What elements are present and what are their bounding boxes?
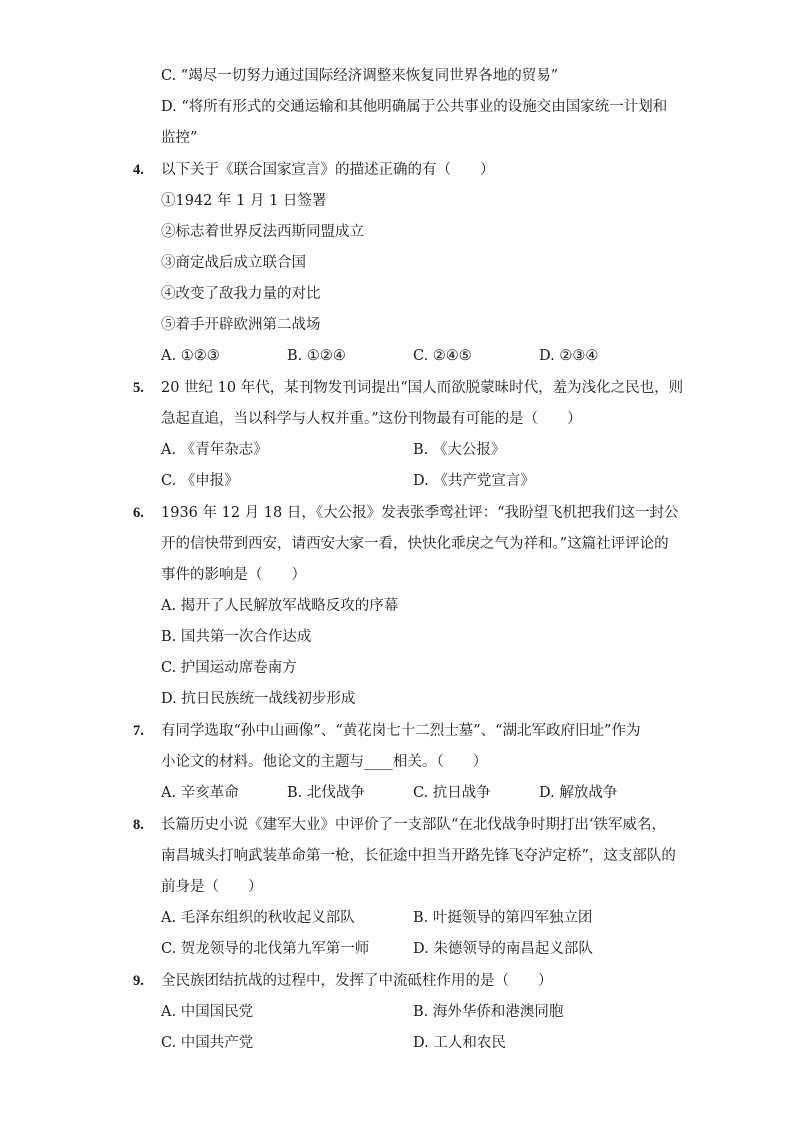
q8-option-c[interactable]: C. 贺龙领导的北伐第九军第一师 xyxy=(161,941,370,957)
q7-option-c[interactable]: C. 抗日战争 xyxy=(413,785,491,801)
q6-stem-line2: 开的信快带到西安，请西安大家一看，快快化乖戾之气为祥和。”这篇社评评论的 xyxy=(161,536,669,552)
q8-option-d[interactable]: D. 朱德领导的南昌起义部队 xyxy=(413,941,593,957)
q4-option-b[interactable]: B. ①②④ xyxy=(287,348,346,364)
q9-option-a[interactable]: A. 中国国民党 xyxy=(161,1004,254,1020)
q6-option-a[interactable]: A. 揭开了人民解放军战略反攻的序幕 xyxy=(161,598,399,614)
q7-stem-line2: 小论文的材料。他论文的主题与____相关。（ ） xyxy=(161,754,488,770)
q8-option-a[interactable]: A. 毛泽东组织的秋收起义部队 xyxy=(161,910,355,926)
q3-option-d-line2: 监控” xyxy=(161,130,198,146)
q5-stem-line1: 20 世纪 10 年代，某刊物发刊词提出“国人而欲脱蒙昧时代，羞为浅化之民也，则 xyxy=(161,380,684,396)
q5-number: 5. xyxy=(133,380,144,396)
q4-stem: 以下关于《联合国家宣言》的描述正确的有（ ） xyxy=(161,162,495,178)
q8-stem-line2: 南昌城头打响武装革命第一枪，长征途中担当开路先锋飞夺泸定桥”，这支部队的 xyxy=(161,848,676,864)
q6-stem-line1: 1936 年 12 月 18 日，《大公报》发表张季鸾社评：“我盼望飞机把我们这一封公 xyxy=(161,505,679,521)
q4-item-1: ①1942 年 1 月 1 日签署 xyxy=(161,193,327,209)
q5-option-c[interactable]: C. 《申报》 xyxy=(161,473,239,489)
q7-option-a[interactable]: A. 辛亥革命 xyxy=(161,785,239,801)
q8-number: 8. xyxy=(133,817,144,833)
q3-option-c: C. “竭尽一切努力通过国际经济调整来恢复同世界各地的贸易” xyxy=(161,68,559,84)
q8-option-b[interactable]: B. 叶挺领导的第四军独立团 xyxy=(413,910,593,926)
q8-stem-line3: 前身是（ ） xyxy=(161,879,263,895)
q5-option-a[interactable]: A. 《青年杂志》 xyxy=(161,442,268,458)
q5-option-b[interactable]: B. 《大公报》 xyxy=(413,442,506,458)
q9-option-c[interactable]: C. 中国共产党 xyxy=(161,1035,254,1051)
q4-item-2: ②标志着世界反法西斯同盟成立 xyxy=(161,224,364,240)
q4-number: 4. xyxy=(133,162,144,178)
q9-number: 9. xyxy=(133,973,144,989)
q9-option-d[interactable]: D. 工人和农民 xyxy=(413,1035,506,1051)
q6-option-c[interactable]: C. 护国运动席卷南方 xyxy=(161,660,297,676)
q3-option-d-line1: D. “将所有形式的交通运输和其他明确属于公共事业的设施交由国家统一计划和 xyxy=(161,99,668,115)
q5-stem-line2: 急起直追，当以科学与人权并重。”这份刊物最有可能的是（ ） xyxy=(161,411,582,427)
q7-stem-line1: 有同学选取“孙中山画像”、“黄花岗七十二烈士墓”、“湖北军政府旧址”作为 xyxy=(161,723,641,739)
q4-item-3: ③商定战后成立联合国 xyxy=(161,255,306,271)
q9-stem: 全民族团结抗战的过程中，发挥了中流砥柱作用的是（ ） xyxy=(161,973,553,989)
q4-item-5: ⑤着手开辟欧洲第二战场 xyxy=(161,317,321,333)
q5-option-d[interactable]: D. 《共产党宣言》 xyxy=(413,473,535,489)
q9-option-b[interactable]: B. 海外华侨和港澳同胞 xyxy=(413,1004,564,1020)
q7-option-b[interactable]: B. 北伐战争 xyxy=(287,785,365,801)
q6-option-b[interactable]: B. 国共第一次合作达成 xyxy=(161,629,312,645)
q6-number: 6. xyxy=(133,505,144,521)
q7-option-d[interactable]: D. 解放战争 xyxy=(539,785,618,801)
q4-option-c[interactable]: C. ②④⑤ xyxy=(413,348,472,364)
q4-option-d[interactable]: D. ②③④ xyxy=(539,348,599,364)
q6-stem-line3: 事件的影响是（ ） xyxy=(161,567,306,583)
q6-option-d[interactable]: D. 抗日民族统一战线初步形成 xyxy=(161,691,356,707)
q8-stem-line1: 长篇历史小说《建军大业》中评价了一支部队“在北伐战争时期打出‘铁军威名， xyxy=(161,817,667,833)
q4-option-a[interactable]: A. ①②③ xyxy=(161,348,220,364)
q7-number: 7. xyxy=(133,723,144,739)
q4-item-4: ④改变了敌我力量的对比 xyxy=(161,286,321,302)
